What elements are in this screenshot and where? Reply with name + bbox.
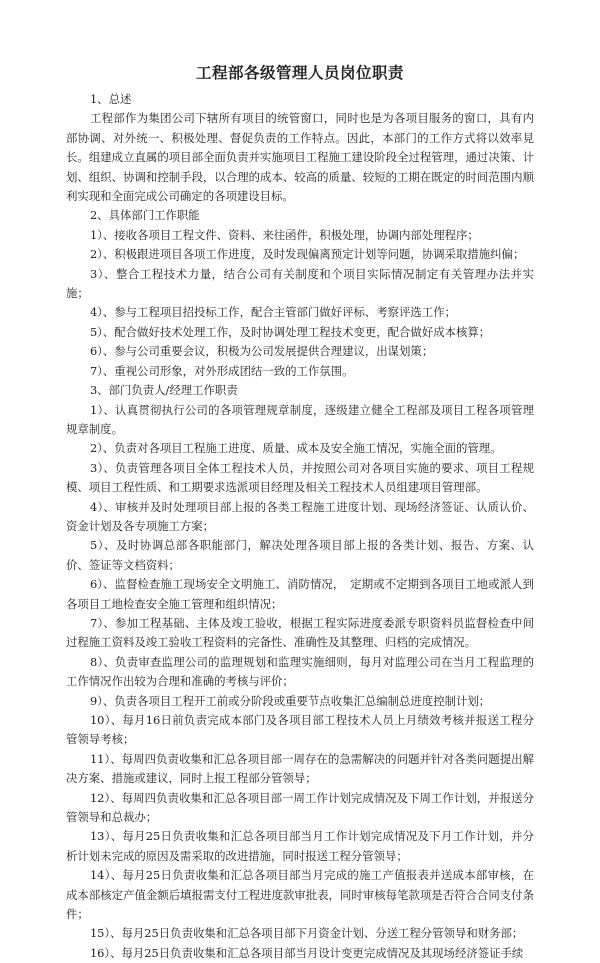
paragraph: 13）、每月25日负责收集和汇总各项目部当月工作计划完成情况及下月工作计划，并分析计划未完成的原因及需采取的改进措施，同时报送工程分管领导； — [66, 829, 534, 863]
paragraph: 2）、积极跟进项目各项工作进度，及时发现偏离预定计划等问题，协调采取措施纠偏； — [89, 247, 525, 262]
paragraph: 5）、及时协调总部各职能部门，解决处理各项目部上报的各类计划、报告、方案、认价、签证等文档资料； — [66, 538, 534, 572]
paragraph: 16）、每月25日负责收集和汇总各项目部当月设计变更完成情况及其现场经济签证手续 — [89, 945, 524, 960]
paragraph: 6）、监督检查施工现场安全文明施工、消防情况， 定期或不定期到各项目工地或派人到各项目工地检查安全施工管理和组织情况； — [66, 577, 534, 611]
paragraph: 4）、审核并及时处理项目部上报的各类工程施工进度计划、现场经济签证、认质认价、资金计划及各专项施工方案； — [66, 499, 534, 533]
paragraph: 7）、参加工程基础、主体及竣工验收，根据工程实际进度委派专职资料员监督检查中间过程施工资料及竣工验收工程资料的完备性、准确性及其整理、归档的完成情况。 — [66, 615, 534, 650]
paragraph: 11）、每周四负责收集和汇总各项目部一周存在的急需解决的问题并针对各类问题提出解决方案、措施或建议，同时上报工程部分管领导； — [66, 751, 534, 786]
paragraph: 10）、每月16日前负责完成本部门及各项目部工程技术人员上月绩效考核并报送工程分管领导考核； — [66, 713, 534, 747]
paragraph: 6）、参与公司重要会议，积极为公司发展提供合理建议，出谋划策； — [89, 344, 434, 359]
paragraph: 5）、配合做好技术处理工作，及时协调处理工程技术变更，配合做好成本核算； — [89, 324, 491, 339]
section-heading: 3、部门负责人/经理工作职责 — [89, 383, 238, 398]
paragraph: 3）、负责管理各项目全体工程技术人员，并按照公司对各项目实施的要求、项目工程规模、项目工程性质、和工期要求选派项目经理及相关工程技术人员组建项目管理部。 — [66, 460, 534, 495]
paragraph: 12）、每周四负责收集和汇总各项目部一周工作计划完成情况及下周工作计划，并报送分管领导和总裁办； — [66, 790, 534, 825]
paragraph: 15）、每月25日负责收集和汇总各项目部下月资金计划、分送工程分管领导和财务部； — [89, 926, 524, 941]
section-heading: 2、具体部门工作职能 — [89, 208, 200, 223]
paragraph: 工程部作为集团公司下辖所有项目的统管窗口，同时也是为各项目服务的窗口，具有内部协调、对外统一、积极处理、督促负责的工作特点。因此，本部门的工作方式将以效率見长。组建成立直属的项目部全面负责并实施项目工程施工建设阶段全过程管理，通过决策、计划、组织、协调和控制手段，以合理的成本、较高的质量、较短的工期在既定的时间范围内顺利实现和全面完成公司确定的各项建设目标。 — [66, 111, 534, 204]
paragraph: 2）、负责对各项目工程施工进度、质量、成本及安全施工情况，实施全面的管理。 — [89, 441, 502, 456]
page-title: 工程部各级管理人员岗位职责 — [195, 64, 404, 82]
paragraph: 7）、重视公司形象，对外形成团结一致的工作氛围。 — [89, 363, 354, 378]
paragraph: 4）、参与工程项目招投标工作，配合主管部门做好评标、考察评选工作； — [89, 305, 456, 320]
paragraph: 9）、负责各项目工程开工前或分阶段或重要节点收集汇总编制总进度控制计划； — [89, 693, 491, 708]
paragraph: 3）、整合工程技术力量，结合公司有关制度和个项目实际情况制定有关管理办法并实施； — [66, 266, 534, 301]
document-body — [66, 90, 534, 963]
paragraph: 1）、接收各项目工程文件、资料、来往函件，积极处理，协调内部处理程序； — [89, 227, 479, 242]
section-heading: 1、总述 — [89, 92, 132, 106]
paragraph: 14）、每月25日负责收集和汇总各项目部当月完成的施工产值报表并送成本部审核，在成本部核定产值金额后填报需支付工程进度款审批表，同时审核每笔款项是否符合合同支付条件； — [66, 868, 534, 922]
paragraph: 8）、负责审查监理公司的监理规划和监理实施细则，每月对监理公司在当月工程监理的工作情况作出较为合理和准确的考核与评价； — [66, 654, 534, 689]
paragraph: 1）、认真贯彻执行公司的各项管理规章制度，逐级建立健全工程部及项目工程各项管理规章制度。 — [66, 402, 534, 436]
